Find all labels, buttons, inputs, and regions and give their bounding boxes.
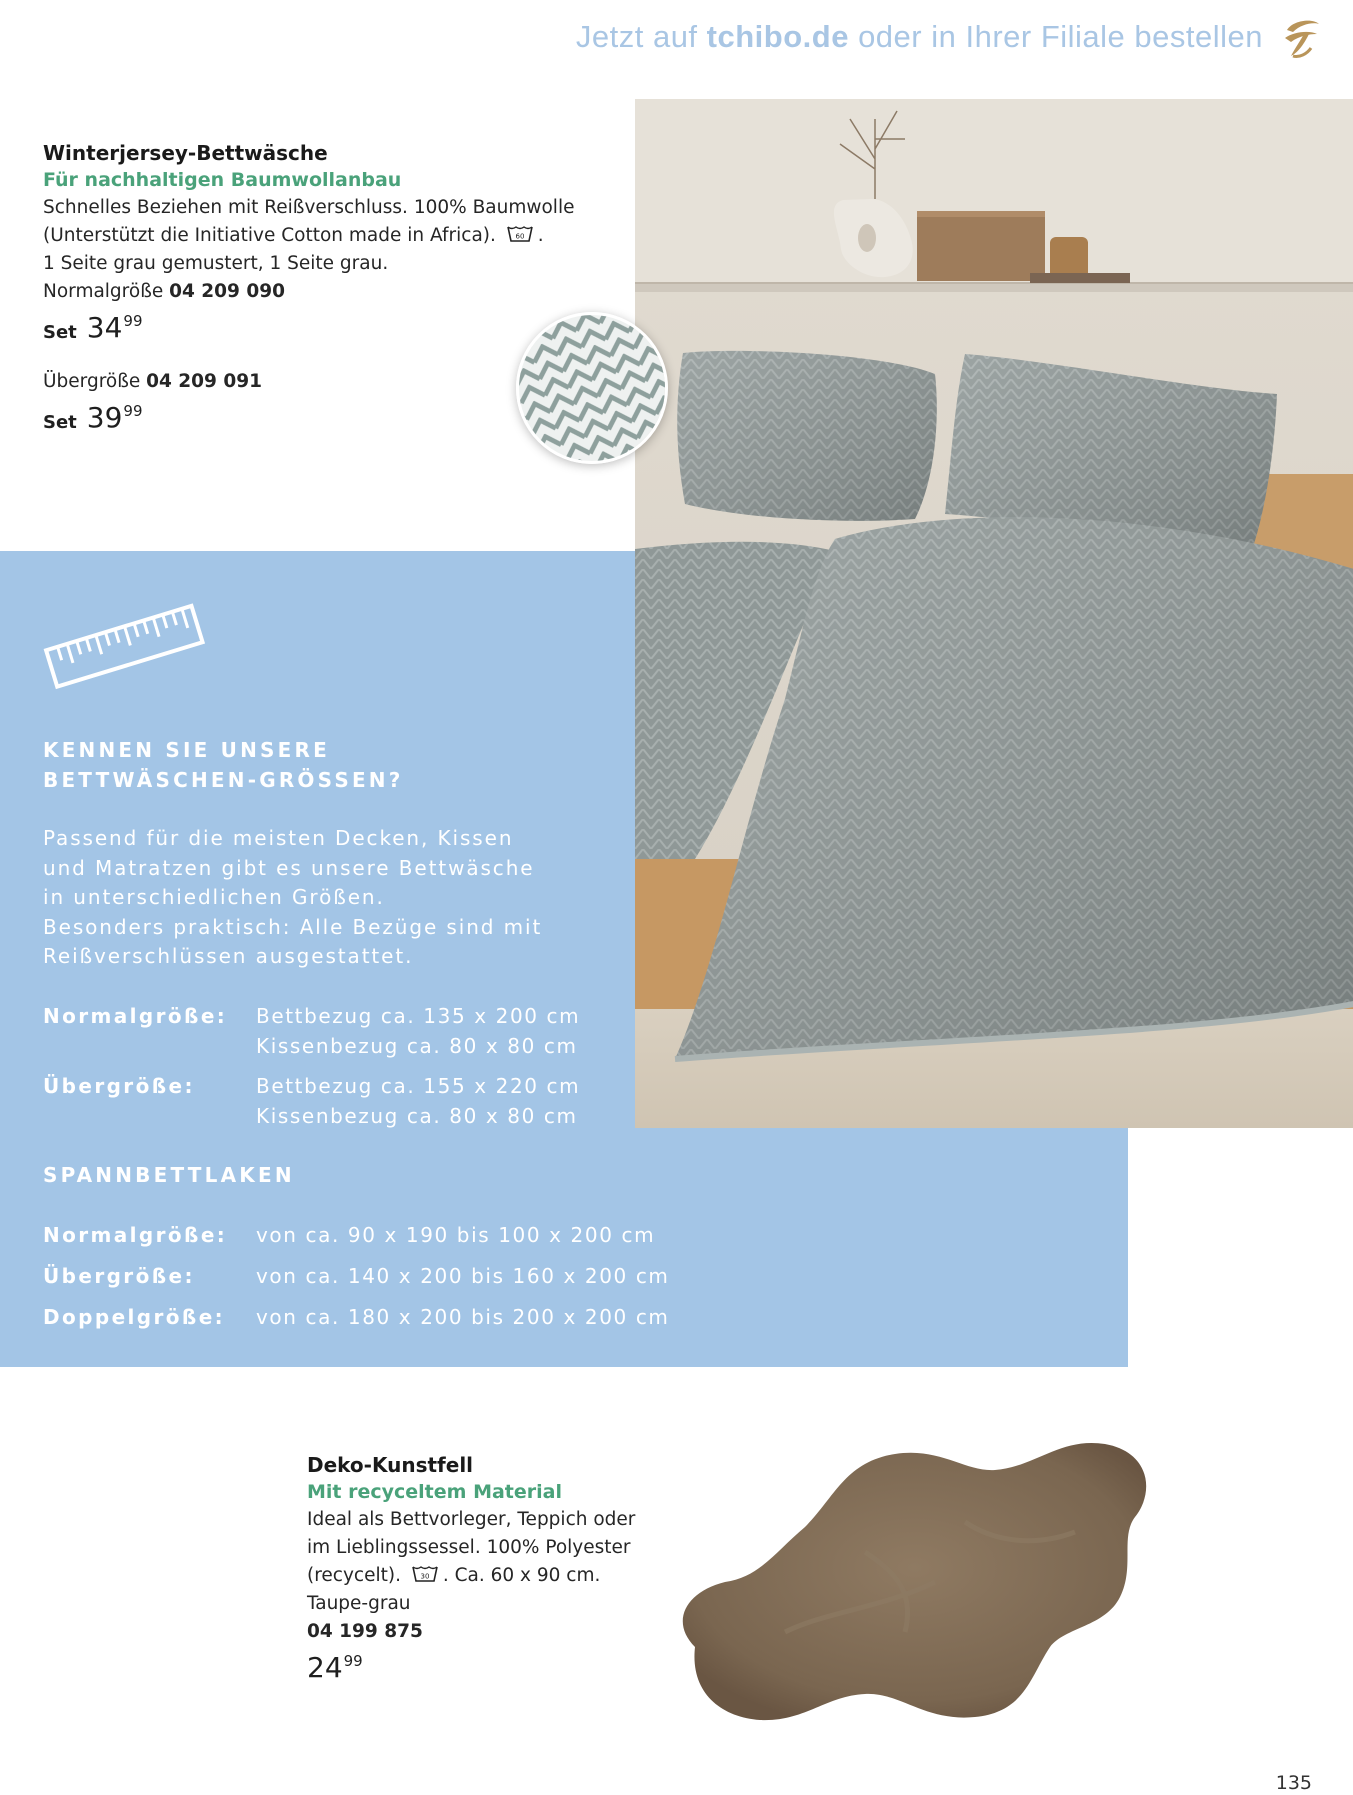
size-info-heading: KENNEN SIE UNSERE BETTWÄSCHEN-GRÖSSEN? xyxy=(43,738,404,792)
product-size-normal: Normalgröße 04 209 090 xyxy=(43,281,285,302)
fitted-sheet-heading: SPANNBETTLAKEN xyxy=(43,1163,295,1187)
product-color: Taupe-grau xyxy=(307,1593,411,1614)
wash-30-icon xyxy=(411,1564,439,1584)
product-description: 1 Seite grau gemustert, 1 Seite grau. xyxy=(43,253,389,274)
fabric-swatch xyxy=(516,312,668,464)
price: 24 99 xyxy=(307,1651,363,1684)
ruler-icon xyxy=(40,595,210,695)
product-size-oversize: Übergröße 04 209 091 xyxy=(43,371,262,392)
page-number: 135 xyxy=(1275,1772,1312,1794)
header-suffix: oder in Ihrer Filiale bestellen xyxy=(848,19,1263,54)
product-subtitle: Mit recyceltem Material xyxy=(307,1481,562,1503)
price-oversize: Set 39 99 xyxy=(43,401,143,434)
product-title: Winterjersey-Bettwäsche xyxy=(43,141,328,165)
tchibo-logo-icon xyxy=(1279,14,1325,60)
wash-60-icon xyxy=(506,224,534,244)
header-site-link[interactable]: tchibo.de xyxy=(706,19,849,54)
product-faux-fur xyxy=(307,1452,677,1692)
size-info-text: Passend für die meisten Decken, Kissen und Matratzen gibt es unsere Bettwäsche in unterschiedlichen Größen. Besonders praktisch: Alle Bezüge sind mit Reißverschlüssen ausgestattet. xyxy=(43,826,543,968)
article-number: 04 209 091 xyxy=(146,371,262,392)
header-tagline xyxy=(576,19,1263,55)
product-title: Deko-Kunstfell xyxy=(307,1453,474,1477)
product-description: (recycelt). 30 . Ca. 60 x 90 cm. xyxy=(307,1565,601,1586)
price-normal: Set 34 99 xyxy=(43,311,143,344)
svg-text:30: 30 xyxy=(420,1572,430,1581)
product-description: Schnelles Beziehen mit Reißverschluss. 100% Baumwolle xyxy=(43,197,575,218)
product-description: (Unterstützt die Initiative Cotton made in Africa). 60 . xyxy=(43,225,544,246)
bedroom-photo xyxy=(635,99,1353,1128)
product-description: im Lieblingssessel. 100% Polyester xyxy=(307,1537,631,1558)
article-number: 04 199 875 xyxy=(307,1621,423,1642)
svg-text:60: 60 xyxy=(515,232,525,241)
faux-fur-rug-image xyxy=(665,1432,1175,1732)
product-description: Ideal als Bettvorleger, Teppich oder xyxy=(307,1509,636,1530)
article-number: 04 209 090 xyxy=(169,281,285,302)
header-prefix: Jetzt auf xyxy=(575,19,707,54)
product-subtitle: Für nachhaltigen Baumwollanbau xyxy=(43,169,402,191)
page-header xyxy=(576,14,1325,60)
